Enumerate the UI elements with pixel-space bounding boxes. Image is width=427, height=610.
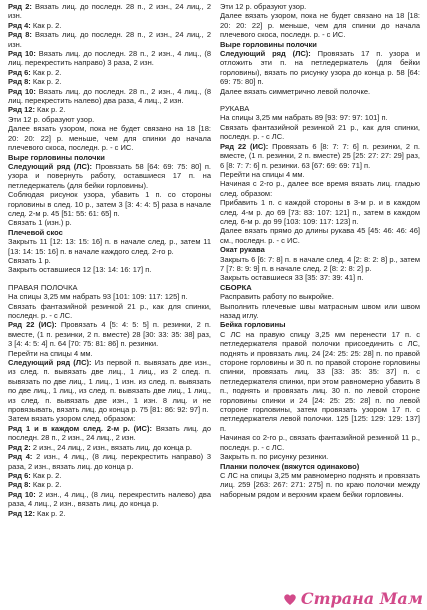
instruction-text: Прибавить 1 п. с каждой стороны в 3-м р. и в каждом след. 4-м р. до 69 [73: 83: 107: 121] п., затем в каждом след. 6-м р. до 99 [103: 109: 117: 123] п.	[220, 198, 420, 226]
instruction-text: Перейти на спицы 4 мм.	[220, 169, 305, 179]
row-label: Ряд 1 и в каждом след. 2-м р. (ИС):	[8, 423, 152, 433]
instruction-text: Как р. 2.	[30, 77, 62, 87]
instruction-paragraph	[8, 87, 211, 106]
instruction-text: Закрыть 6 [6: 7: 8] п. в начале след. 4 [2: 8: 2: 8] р., затем 7 [7: 8: 9: 9] п. в начале след. 2 [8: 2: 8: 2] р.	[220, 254, 420, 273]
instruction-text: Связать 1 р.	[8, 255, 51, 265]
row-label: Ряд 2:	[8, 2, 32, 11]
row-label: Ряд 6:	[8, 470, 31, 480]
instruction-text: Из первой п. вывязать две изн., из след. п. вывязать две лиц., 1 лиц., из 2 след. п. вывязать по две лиц., 1 лиц., 1 изн. из след. п. вывязать по две лиц., 1 лиц., из след. п. вывязать две лиц., 1 лиц., из след. п. вывязать две изн., 1 изн. 8 лиц. и не провязывать, вязать лиц. до конца р. 75 [81: 86: 92: 97] п.	[8, 358, 211, 415]
instruction-paragraph	[220, 433, 420, 452]
section-title: ПРАВАЯ ПОЛОЧКА	[8, 282, 78, 292]
instruction-paragraph	[220, 302, 420, 321]
instruction-text: Перейти на спицы 4 мм.	[8, 348, 93, 358]
instruction-paragraph	[8, 2, 211, 21]
instruction-text: С ЛС на правую спицу 3,25 мм перенести 17 п. с петледержателя правой полочки присоединить с ЛС, поднять и провязать лиц. 24 [24: 25: 25: 28] п. по правой стороне горловины и 30 п. по правой стороне горловины спинки, провязать лиц. 33 [33: 35: 35: 37] п. с петледержателя спинки, при этом равномерно убавить 8 п., поднять и провязать лиц. 30 п. по левой стороне горловины спинки и 24 [24: 25: 25: 28] п. по левой стороне горловины, затем провязать узором 17 п. с петледержателя левой полочки. 125 [125: 129: 129: 137] п.	[220, 329, 420, 433]
section-heading: Бейка горловины	[220, 320, 286, 330]
instruction-paragraph	[8, 115, 211, 124]
paragraph-gap	[220, 96, 420, 104]
instruction-paragraph	[8, 265, 211, 274]
row-label: Ряд 12:	[8, 508, 35, 518]
row-label: Ряд 2:	[8, 442, 31, 452]
instruction-paragraph	[220, 471, 420, 499]
watermark	[282, 589, 423, 608]
instruction-paragraph	[8, 190, 211, 218]
instruction-paragraph	[220, 2, 420, 11]
instruction-text: Провязать 17 п. узора и отложить эти п. на петледержатель (для бейки горловины), вязать по рисунку узора до конца р. 58 [64: 69: 75: 80] п.	[220, 49, 420, 87]
instruction-text: Как р. 2.	[34, 508, 66, 518]
instruction-text: Связать фантазийной резинкой 21 р., как для спинки, последн. р. - с ЛС.	[220, 122, 420, 142]
instruction-text: Как р. 2.	[30, 470, 62, 480]
instruction-paragraph	[8, 162, 211, 190]
instruction-paragraph	[8, 105, 211, 114]
section-heading: СБОРКА	[220, 282, 252, 292]
row-label: Ряд 10:	[8, 49, 36, 59]
instruction-paragraph	[220, 330, 420, 433]
instruction-text: С ЛС на спицы 3,25 мм равномерно поднять и провязать лиц. 259 [263: 267: 271: 275] п. по краю полочки между наборным рядом и верхним краем бейки горловины.	[220, 470, 420, 499]
instruction-text: Провязать 58 [64: 69: 75: 80] п. узора и повернуть работу, оставшиеся 17 п. на петледержатель (для бейки горловины).	[8, 161, 211, 190]
instruction-paragraph	[8, 349, 211, 358]
instruction-text: Начиная с 2-го р., далее все время вязать лиц. гладью след. образом:	[220, 179, 420, 198]
row-label: Ряд 8:	[8, 77, 31, 87]
instruction-paragraph	[8, 49, 211, 68]
row-label: Ряд 22 (ИС):	[220, 141, 269, 151]
instruction-paragraph	[220, 255, 420, 274]
instruction-text: Как р. 2.	[30, 480, 62, 490]
row-label: Ряд 12:	[8, 105, 35, 115]
instruction-text: Затем вязать узором след. образом:	[8, 414, 136, 424]
instruction-paragraph	[8, 21, 211, 30]
instruction-text: Провязать 6 [8: 7: 7: 6] п. резинки, 2 п. вместе, (1 п. резинки, 2 п. вместе) 25 [25: 27: 27: 29] раз, 6 [8: 7: 7: 6] п. резинки. 63 [67: 69: 69: 71] п.	[220, 141, 420, 170]
paragraph-gap	[8, 275, 211, 283]
instruction-paragraph	[220, 292, 420, 301]
instruction-text: Вязать лиц. до последн. 28 п., 2 изн., 24 лиц., 2 изн.	[8, 423, 212, 443]
instruction-paragraph	[8, 124, 211, 152]
instruction-text: Эти 12 р. образуют узор.	[8, 114, 95, 124]
instruction-paragraph	[220, 123, 420, 142]
instruction-text: На спицы 3,25 мм набрать 89 [93: 97: 97: 101] п.	[220, 113, 388, 123]
instruction-paragraph	[220, 198, 420, 226]
instruction-paragraph	[8, 490, 211, 509]
instruction-text: Закрыть оставшиеся 12 [13: 14: 16: 17] п.	[8, 265, 152, 275]
instruction-text: Вязать лиц. до последн. 28 п., 2 изн., 4 лиц., (8 лиц. перекрестить направо) 3 раза, 2 изн.	[8, 49, 211, 68]
row-label: Следующий ряд (ЛС):	[8, 358, 92, 368]
instruction-paragraph	[220, 226, 420, 245]
instruction-text: Выполнить плечевые швы матрасным швом или швом назад иглу.	[220, 301, 420, 320]
instruction-text: На спицы 3,25 мм набрать 93 [101: 109: 117: 125] п.	[8, 292, 188, 302]
instruction-paragraph	[220, 49, 420, 87]
instruction-paragraph	[8, 452, 211, 471]
instruction-paragraph	[8, 358, 211, 414]
instruction-text: Вязать лиц. до последн. 28 п., 2 изн., 4 лиц., (8 лиц. перекрестить налево) два раза, 4 лиц., 2 изн.	[8, 86, 211, 106]
instruction-text: Провязать 4 [5: 4: 5: 5] п. резинки, 2 п. вместе, (1 п. резинки, 2 п. вместе) 28 [30: 33: 35: 38] раз, 3 [4: 4: 5: 4] п. 64 [70: 75: 81: 86] п. резинки.	[8, 320, 211, 349]
right-column	[220, 2, 420, 499]
row-label: Ряд 8:	[8, 30, 32, 40]
row-label: Ряд 4:	[8, 452, 33, 462]
instruction-paragraph	[8, 480, 211, 489]
heart-bubble-icon	[282, 591, 298, 607]
row-label: Ряд 4:	[8, 20, 31, 30]
row-label: Следующий ряд (ЛС):	[8, 161, 92, 171]
left-column	[8, 2, 211, 518]
instruction-text: Далее вязать узором, пока не будет связано на 18 [18: 20: 20: 22] р. меньше, чем для спинки до начала плечевого скоса, последн. р. - с ИС.	[220, 11, 420, 40]
section-heading: Плечевой скос	[8, 227, 63, 237]
instruction-text: Как р. 2.	[34, 105, 66, 115]
instruction-text: Эти 12 р. образуют узор.	[220, 2, 307, 11]
instruction-text: Начиная со 2-го р., связать фантазийной резинкой 11 р., последн. р. - с ЛС.	[220, 433, 420, 452]
section-title: РУКАВА	[220, 104, 250, 114]
instruction-paragraph	[8, 292, 211, 301]
instruction-paragraph	[8, 256, 211, 265]
instruction-paragraph	[8, 30, 211, 49]
instruction-paragraph	[8, 471, 211, 480]
instruction-paragraph	[220, 113, 420, 122]
instruction-paragraph	[8, 443, 211, 452]
instruction-paragraph	[8, 68, 211, 77]
instruction-paragraph	[8, 424, 211, 443]
instruction-text: Вязать лиц. до последн. 28 п., 2 изн., 24 лиц., 2 изн.	[8, 2, 212, 21]
row-label: Ряд 6:	[8, 67, 31, 77]
instruction-paragraph	[8, 218, 211, 227]
instruction-paragraph	[220, 273, 420, 282]
instruction-text: Как р. 2.	[30, 20, 62, 30]
instruction-text: Закрыть п. по рисунку резинки.	[220, 452, 329, 462]
instruction-text: 2 изн., 4 лиц., (8 лиц. перекрестить направо) 3 раза, 2 изн., вязать лиц. до конца р.	[8, 452, 211, 471]
instruction-text: 2 изн., 24 лиц., 2 изн., вязать лиц. до конца р.	[30, 442, 192, 452]
watermark-text: Страна Мам	[300, 589, 423, 608]
instruction-paragraph	[8, 320, 211, 348]
instruction-text: Вязать лиц. до последн. 28 п., 2 изн., 24 лиц., 2 изн.	[8, 30, 212, 49]
section-heading: Окат рукава	[220, 245, 265, 255]
instruction-text: Далее вязать прямо до длины рукава 45 [45: 46: 46: 46] см., последн. р. - с ИС.	[220, 226, 420, 245]
instruction-text: Связать фантазийной резинкой 21 р., как для спинки, последн. р. - с ЛС.	[8, 301, 211, 320]
instruction-text: Соблюдая рисунок узора, убавить 1 п. со стороны горловины в след. 10 р., затем 3 [3: 4: 4: 5] раза в начале след. 2-м р. 45 [51: 55: 61: 65] п.	[8, 190, 211, 218]
instruction-text: Как р. 2.	[30, 67, 62, 77]
instruction-paragraph	[8, 77, 211, 86]
instruction-text: Далее вязать узором, пока не будет связано на 18 [18: 20: 20: 22] р. меньше, чем для спинки до начала плечевого скоса, последн. р. - с ИС.	[8, 124, 211, 153]
instruction-paragraph	[220, 170, 420, 179]
instruction-paragraph	[220, 87, 420, 96]
section-heading: Выре горловины полочки	[220, 39, 317, 49]
instruction-paragraph	[8, 302, 211, 321]
row-label: Следующий ряд (ЛС):	[220, 49, 311, 59]
instruction-text: Закрыть 11 [12: 13: 15: 16] п. в начале след. р., затем 11 [13: 14: 15: 16] п. в начале каждого след. 2-го р.	[8, 237, 211, 256]
instruction-text: Связать 1 (изн.) р.	[8, 218, 72, 228]
row-label: Ряд 22 (ИС):	[8, 320, 57, 330]
instruction-paragraph	[220, 142, 420, 170]
instruction-paragraph	[220, 179, 420, 198]
row-label: Ряд 8:	[8, 480, 31, 490]
row-label: Ряд 10:	[8, 489, 36, 499]
section-heading: Планки полочек (вяжутся одинаково)	[220, 461, 360, 471]
instruction-paragraph	[8, 237, 211, 256]
row-label: Ряд 10:	[8, 86, 36, 96]
instruction-text: Далее вязать симметрично левой полочке.	[220, 86, 371, 96]
instruction-paragraph	[8, 509, 211, 518]
instruction-text: 2 изн., 4 лиц., (8 лиц. перекрестить налево) два раза, 4 лиц., 2 изн., вязать лиц. до конца р.	[8, 489, 212, 509]
section-heading: Выре горловины полочки	[8, 152, 105, 162]
instruction-paragraph	[220, 452, 420, 461]
instruction-paragraph	[8, 414, 211, 423]
instruction-paragraph	[220, 11, 420, 39]
instruction-text: Расправить работу по выкройке.	[220, 292, 334, 302]
instruction-text: Закрыть оставшиеся 33 [35: 37: 39: 41] п.	[220, 273, 364, 283]
